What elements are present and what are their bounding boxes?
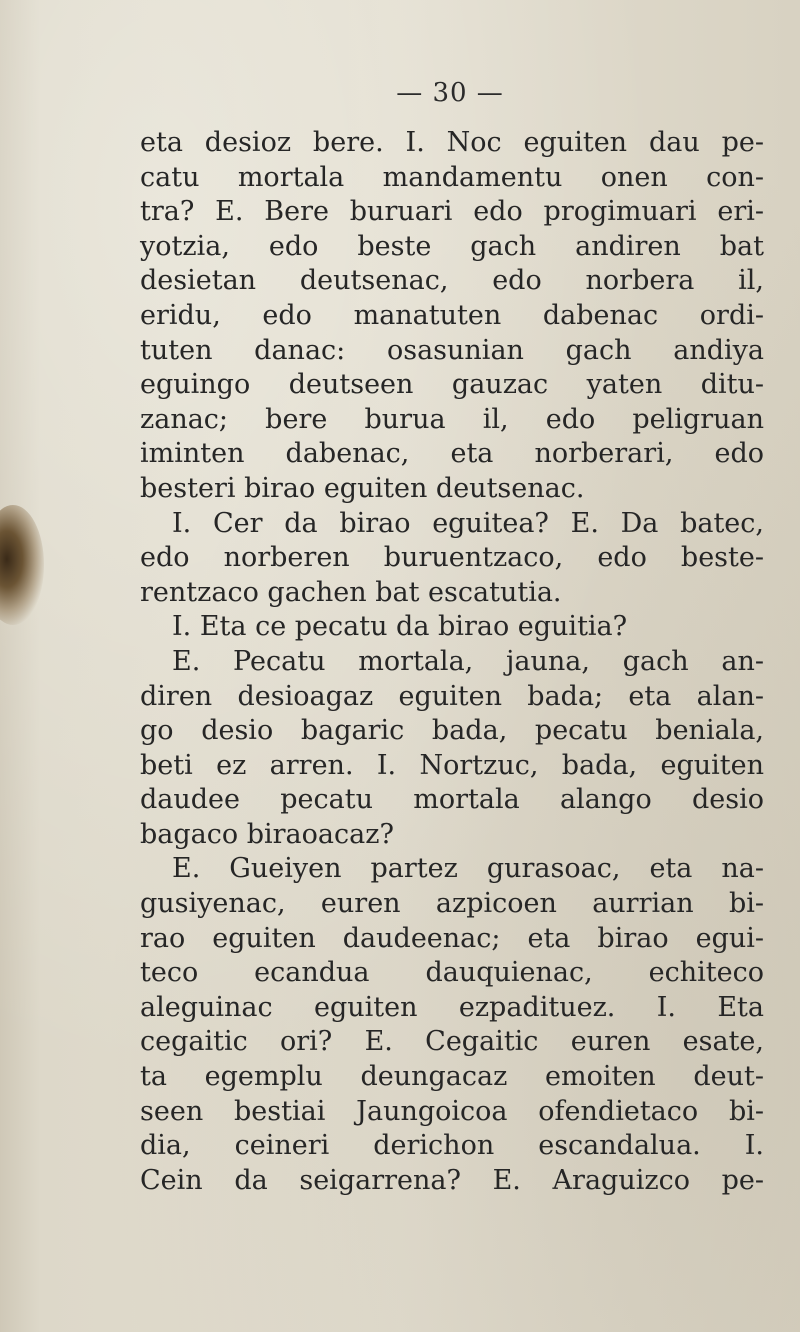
text-line: teco ecandua dauquienac, echiteco (140, 957, 764, 989)
text-line: I. Eta ce pecatu da birao eguitia? (172, 611, 628, 643)
text-line: eta desioz bere. I. Noc eguiten dau pe- (140, 127, 764, 158)
text-line: eridu, edo manatuten dabenac ordi- (140, 299, 764, 331)
text-line: tuten danac: osasunian gach andiya (140, 334, 764, 366)
text-line: E. Pecatu mortala, jauna, gach an- (172, 645, 764, 677)
text-line: rao eguiten daudeenac; eta birao egui- (140, 922, 764, 954)
text-line: zanac; bere burua il, edo peligruan (140, 403, 764, 435)
text-line: eguingo deutseen gauzac yaten ditu- (140, 369, 764, 401)
text-line: besteri birao eguiten deutsenac. (140, 472, 585, 504)
text-line: diren desioagaz eguiten bada; eta alan- (140, 680, 764, 712)
text-line: catu mortala mandamentu onen con- (140, 161, 764, 193)
text-line: I. Cer da birao eguitea? E. Da batec, (172, 507, 764, 539)
body-text (140, 126, 764, 1198)
text-line: daudee pecatu mortala alango desio (140, 784, 764, 816)
page-number: — 30 — (396, 78, 504, 108)
text-line: go desio bagaric bada, pecatu beniala, (140, 715, 764, 747)
text-line: bagaco biraoacaz? (140, 818, 394, 850)
text-line: cegaitic ori? E. Cegaitic euren esate, (140, 1026, 764, 1058)
text-line: desietan deutsenac, edo norbera il, (140, 265, 764, 297)
text-line: gusiyenac, euren azpicoen aurrian bi- (140, 888, 764, 920)
text-line: ta egemplu deungacaz emoiten deut- (140, 1061, 764, 1093)
text-line: edo norberen buruentzaco, edo beste- (140, 542, 764, 574)
text-line: yotzia, edo beste gach andiren bat (140, 230, 764, 262)
text-line: beti ez arren. I. Nortzuc, bada, eguiten (140, 749, 764, 781)
text-line: aleguinac eguiten ezpadituez. I. Eta (140, 991, 764, 1023)
text-line: dia, ceineri derichon escandalua. I. (140, 1130, 764, 1162)
page-stain (0, 505, 44, 625)
text-line: tra? E. Bere buruari edo progimuari eri- (140, 196, 764, 228)
text-line: Cein da seigarrena? E. Araguizco pe- (140, 1164, 764, 1196)
text-line: E. Gueiyen partez gurasoac, eta na- (172, 853, 764, 885)
text-line: iminten dabenac, eta norberari, edo (140, 438, 764, 470)
text-line: seen bestiai Jaungoicoa ofendietaco bi- (140, 1095, 764, 1127)
text-line: rentzaco gachen bat escatutia. (140, 576, 562, 608)
